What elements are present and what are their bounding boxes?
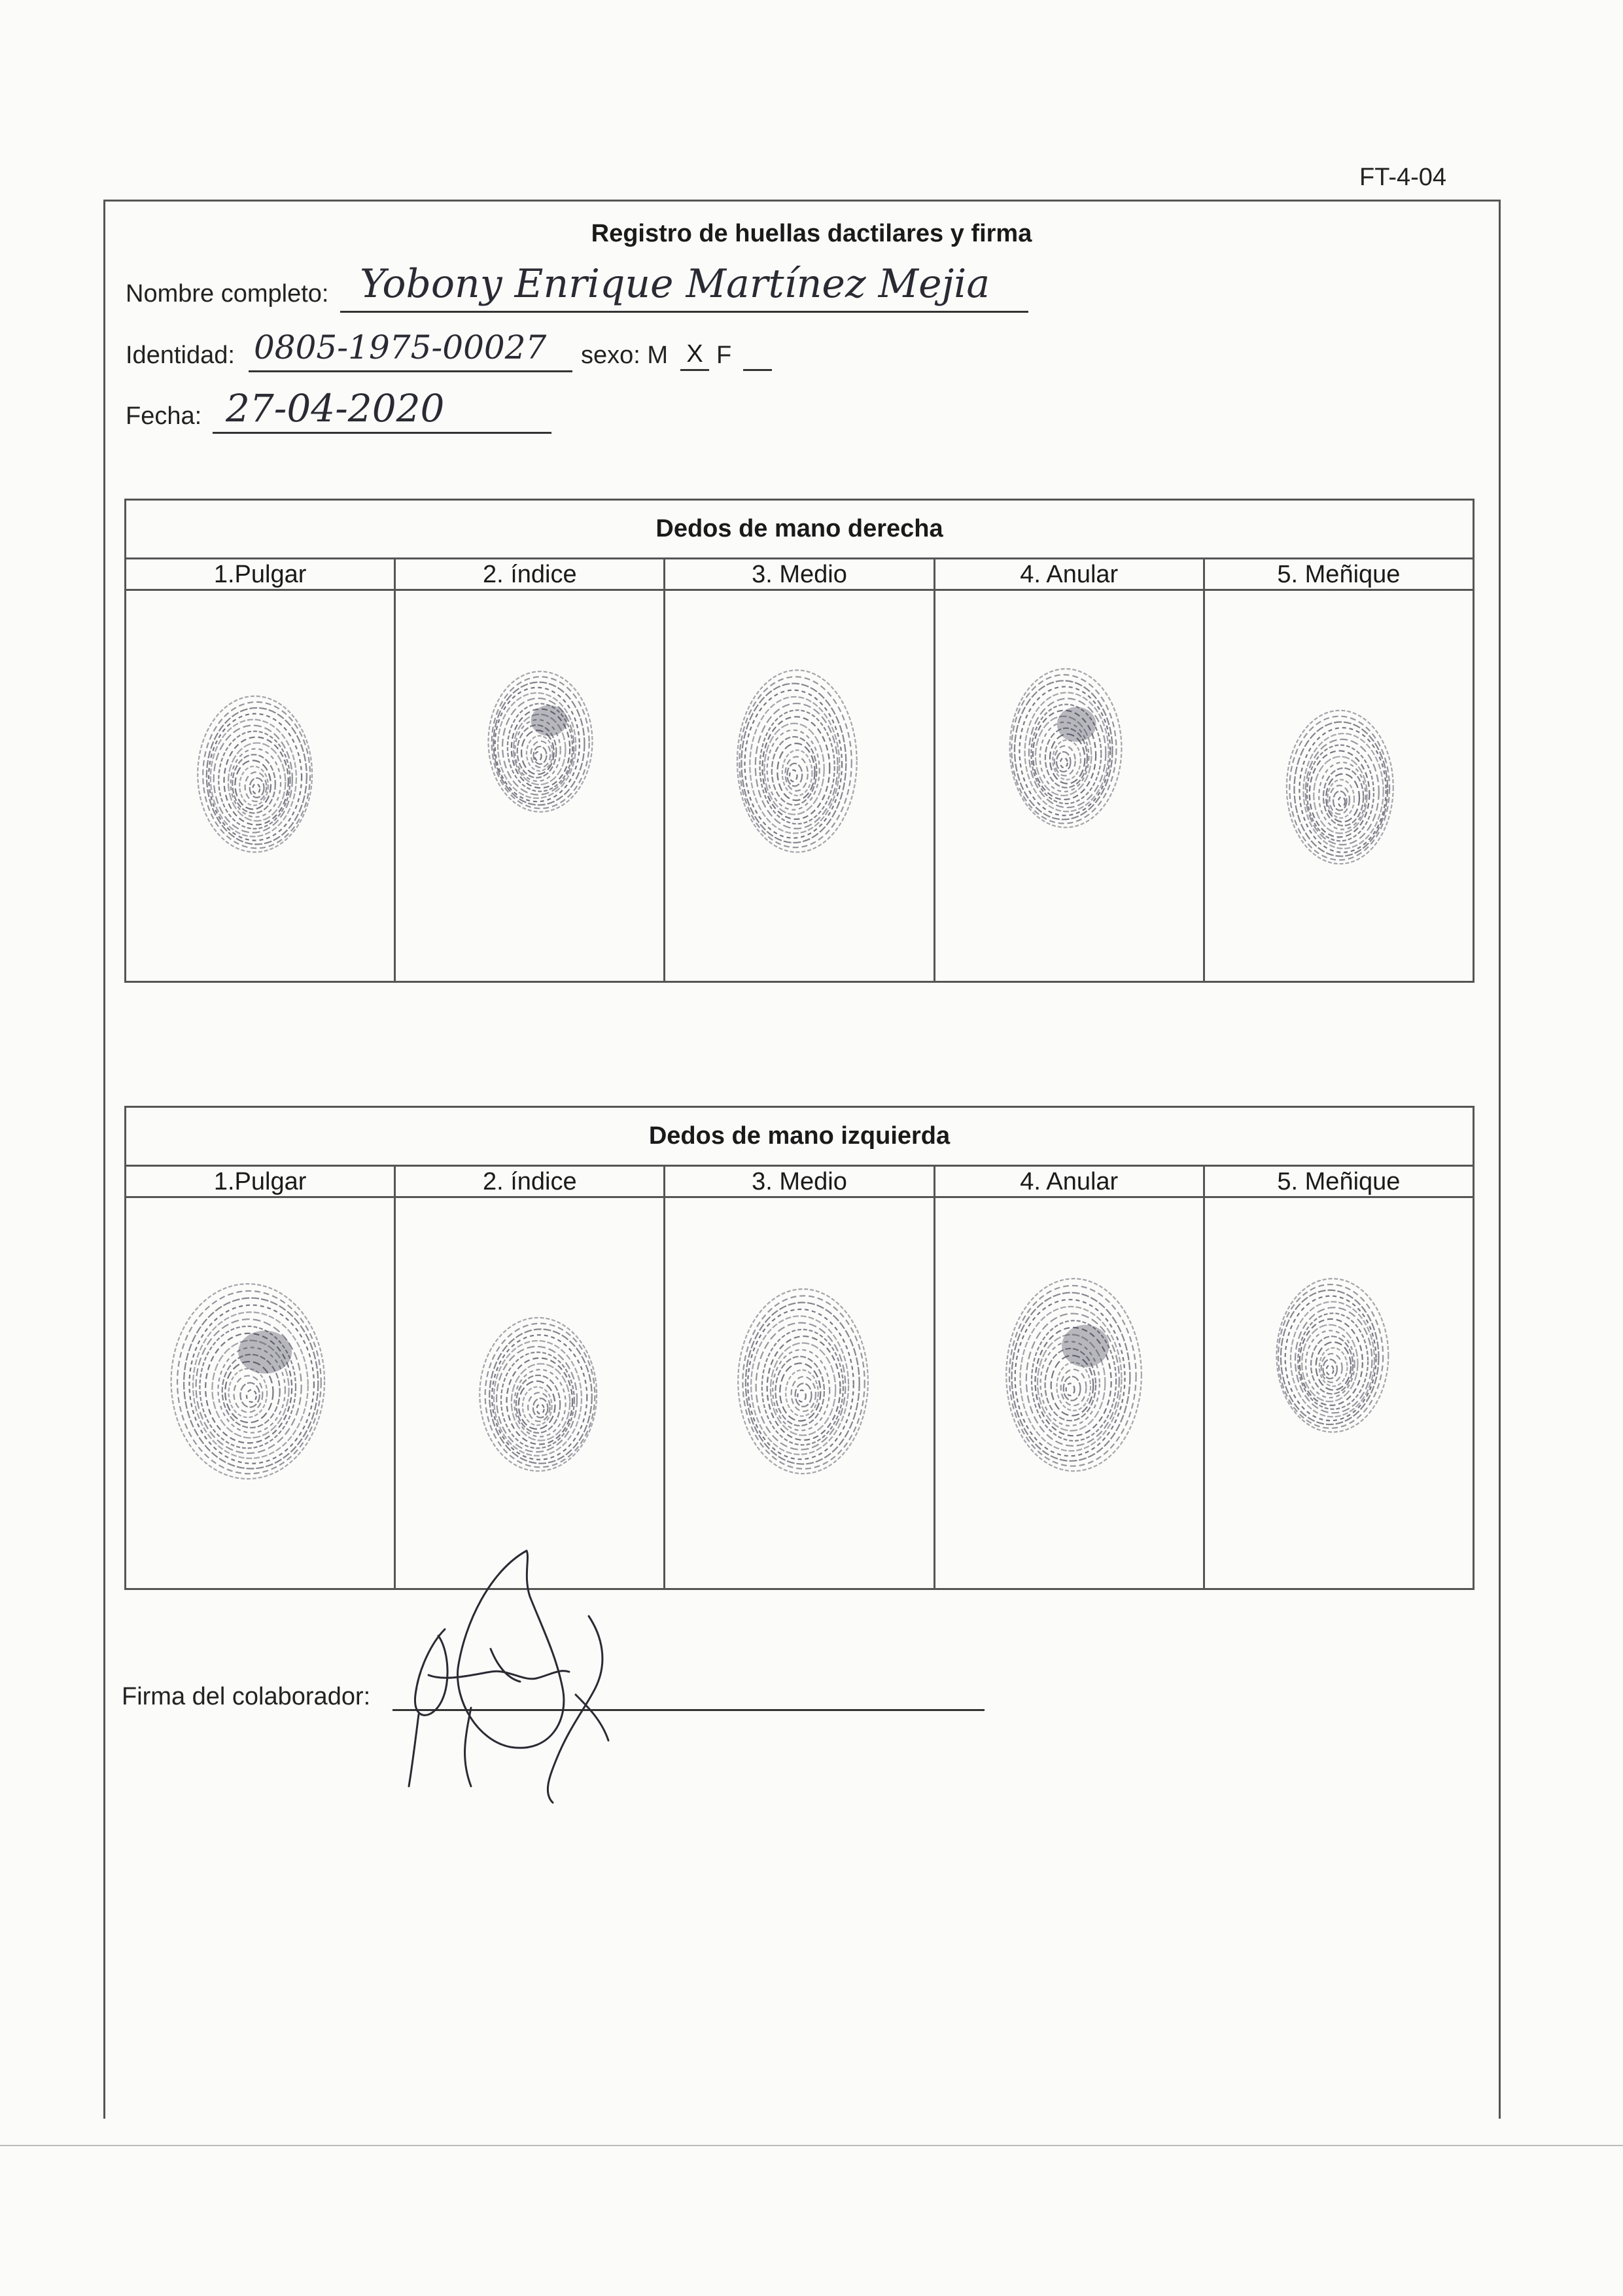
identidad-label: Identidad: bbox=[126, 342, 235, 369]
fingerprint-image bbox=[935, 1198, 1203, 1588]
fingerprint-image bbox=[935, 591, 1203, 981]
left-hand-columns bbox=[126, 1167, 1473, 1198]
sexo-f-label: F bbox=[716, 342, 732, 369]
fingerprint-cell bbox=[126, 591, 396, 981]
right-finger-label: 2. índice bbox=[396, 559, 665, 589]
fingerprint-cell bbox=[396, 1198, 665, 1588]
right-hand-prints bbox=[126, 591, 1473, 981]
right-finger-label: 4. Anular bbox=[935, 559, 1205, 589]
nombre-value: Yobony Enrique Martínez Mejia bbox=[360, 261, 990, 307]
fingerprint-image bbox=[126, 591, 394, 981]
right-finger-label: 1.Pulgar bbox=[126, 559, 396, 589]
fingerprint-image bbox=[1205, 1198, 1473, 1588]
right-hand-table bbox=[124, 499, 1475, 983]
left-hand-title: Dedos de mano izquierda bbox=[126, 1108, 1473, 1167]
right-finger-label: 3. Medio bbox=[665, 559, 935, 589]
fingerprint-cell bbox=[1205, 591, 1473, 981]
left-finger-label: 3. Medio bbox=[665, 1167, 935, 1196]
left-finger-label: 4. Anular bbox=[935, 1167, 1205, 1196]
fingerprint-image bbox=[396, 1198, 663, 1588]
identidad-value: 0805-1975-00027 bbox=[254, 328, 547, 366]
nombre-label: Nombre completo: bbox=[126, 280, 329, 308]
fecha-value: 27-04-2020 bbox=[226, 386, 445, 431]
sexo-mark: X bbox=[680, 340, 709, 371]
left-hand-table bbox=[124, 1106, 1475, 1590]
signature-label: Firma del colaborador: bbox=[122, 1683, 371, 1710]
sexo-f-line bbox=[743, 340, 772, 371]
left-finger-label: 5. Meñique bbox=[1277, 1168, 1401, 1195]
fecha-line bbox=[213, 386, 551, 434]
form-title: Registro de huellas dactilares y firma bbox=[591, 220, 1032, 247]
left-finger-label: 1.Pulgar bbox=[126, 1167, 396, 1196]
fingerprint-cell bbox=[935, 1198, 1205, 1588]
left-finger-label: 2. índice bbox=[396, 1167, 665, 1196]
right-finger-label: 5. Meñique bbox=[1277, 561, 1401, 588]
fingerprint-cell bbox=[1205, 1198, 1473, 1588]
fecha-label: Fecha: bbox=[126, 402, 202, 430]
nombre-line bbox=[340, 258, 1028, 313]
document-code: FT-4-04 bbox=[1359, 164, 1447, 191]
sexo-label: sexo: M bbox=[581, 342, 669, 369]
identidad-line bbox=[249, 327, 572, 372]
fingerprint-image bbox=[1205, 591, 1473, 981]
fingerprint-cell bbox=[935, 591, 1205, 981]
fingerprint-image bbox=[396, 591, 663, 981]
signature-image bbox=[393, 1544, 667, 1806]
fingerprint-cell bbox=[665, 1198, 935, 1588]
fingerprint-image bbox=[126, 1198, 394, 1588]
fingerprint-image bbox=[665, 1198, 933, 1588]
fingerprint-cell bbox=[396, 591, 665, 981]
fingerprint-image bbox=[665, 591, 933, 981]
right-hand-columns bbox=[126, 559, 1473, 591]
fingerprint-cell bbox=[126, 1198, 396, 1588]
fingerprint-cell bbox=[665, 591, 935, 981]
page-bottom-edge bbox=[0, 2145, 1623, 2146]
left-hand-prints bbox=[126, 1198, 1473, 1588]
right-hand-title: Dedos de mano derecha bbox=[126, 501, 1473, 559]
